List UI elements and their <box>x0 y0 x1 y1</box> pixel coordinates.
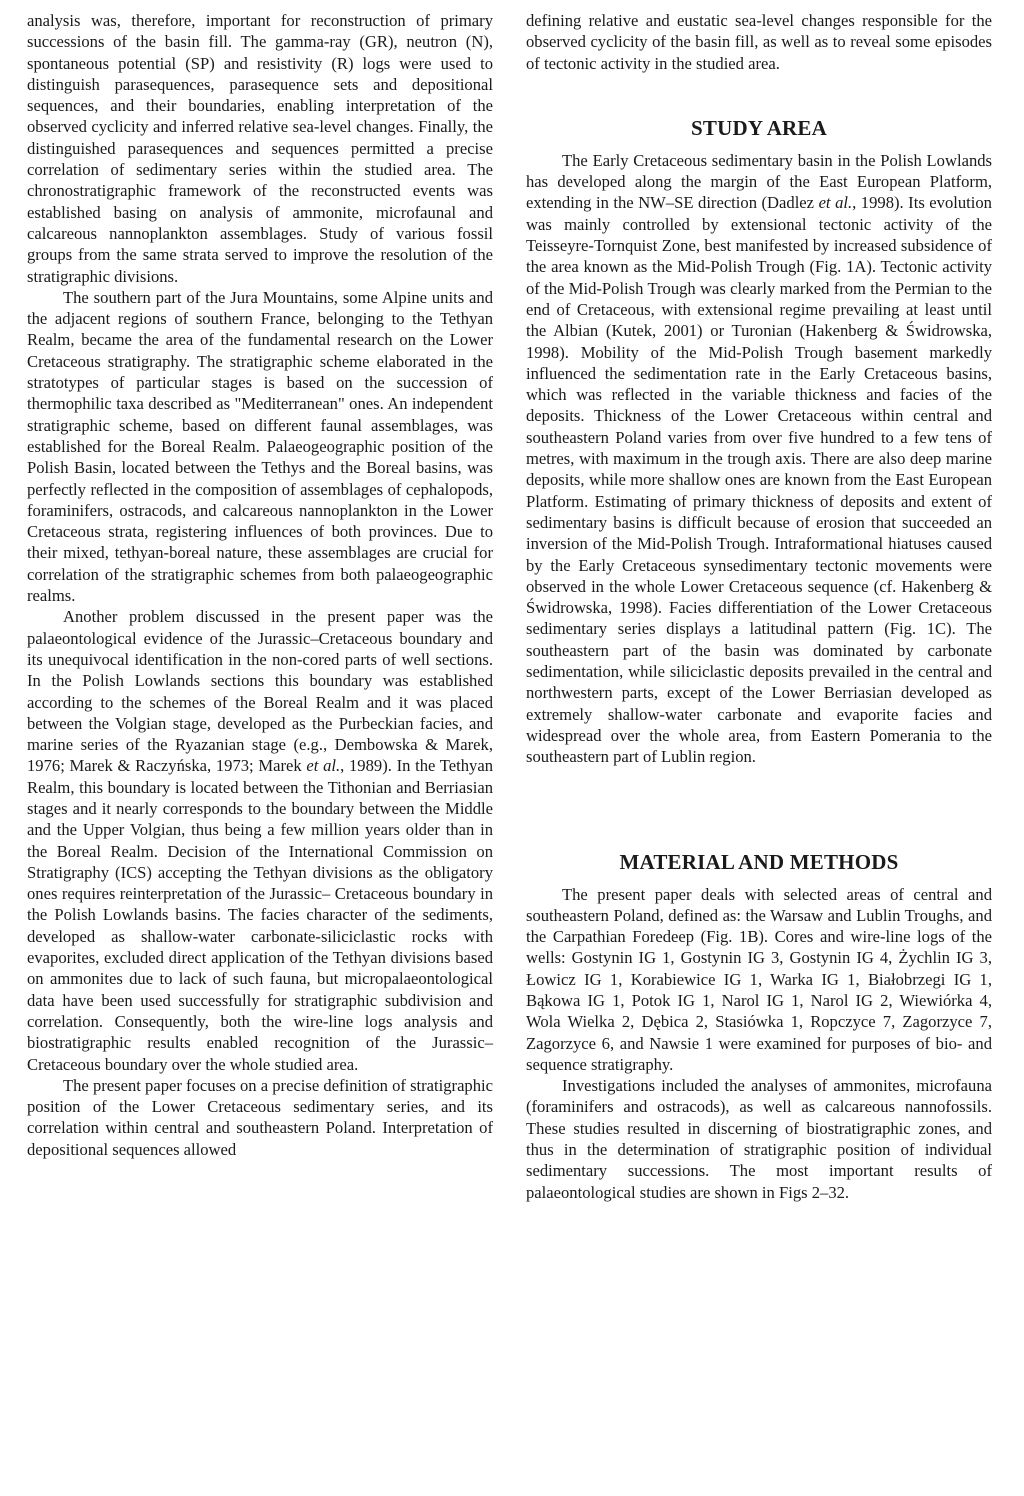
paragraph-text: , 1998). Its evolution was mainly controlled by extensional tectonic activity of the Teisseyre-Tornquist Zone, best manifested by increased subsidence of the area known as the Mid-Polish Trough (Fig. 1A). Tectonic activity of the Mid-Polish Trough was clearly marked from the Permian to the end of Cretaceous, with extensional regime prevailing at least until the Albian (Kutek, 2001) or Turonian (Hakenberg & Świdrowska, 1998). Mobility of the Mid-Polish Trough basement markedly influenced the sedimentation rate in the Early Cretaceous basins, which was reflected in the variable thickness and facies of the deposits. Thickness of the Lower Cretaceous within central and southeastern Poland varies from over five hundred to a few tens of metres, with maximum in the trough axis. There are also deep marine deposits, while more shallow ones are known from the East European Platform. Estimating of primary thickness of deposits and extent of sedimentary basins is difficult because of erosion that succeeded an inversion of the Mid-Polish Trough. Intraformational hiatuses caused by the Early Cretaceous synsedimentary tectonic movements were observed in the whole Lower Cretaceous sequence (cf. Hakenberg & Świdrowska, 1998). Facies differentiation of the Lower Cretaceous sedimentary series displays a latitudinal pattern (Fig. 1C). The southeastern part of the basin was dominated by carbonate sedimentation, while siliciclastic deposits prevailed in the central and northwestern parts, except of the Lower Berriasian developed as extremely shallow-water carbonate and evaporite facies and widespread over the whole area, from Eastern Pomerania to the southeastern part of Lublin region. <box>526 193 992 767</box>
et-al-italic: et al. <box>306 756 341 776</box>
paragraph-text: The Early Cretaceous sedimentary basin in the Polish Lowlands has developed along the margin of the East European Platform, extending in the NW–SE direction (Dadlez <box>526 150 992 213</box>
paragraph-text: , 1989). In the Tethyan Realm, this boundary is located between the Tithonian and Berriasian stages and it nearly corresponds to the boundary between the Middle and the Upper Volgian, thus being a few million years older than in the Boreal Realm. Decision of the International Commission on Stratigraphy (ICS) accepting the Tethyan divisions as the obligatory ones requires reinterpretation of the Jurassic– Cretaceous boundary in the Polish Lowlands basins. The facies character of the sediments, developed as shallow-water carbonate-siliciclastic rocks with evaporites, excluded direct application of the Tethyan divisions based on ammonites due to lack of such fauna, but micropalaeontological data have been used successfully for stratigraphic subdivision and correlation. Consequently, both the wire-line logs analysis and biostratigraphic results enabled recognition of the Jurassic–Cretaceous boundary over the whole studied area. <box>27 756 494 1074</box>
left-column <box>27 10 493 1160</box>
paragraph-text: Another problem discussed in the present paper was the palaeontological evidence of the Jurassic–Cretaceous boundary and its unequivocal identification in the non-cored parts of well sections. In the Polish Lowlands sections this boundary was established according to the schemes of the Boreal Realm and it was placed between the Volgian stage, developed as the Purbeckian facies, and marine series of the Ryazanian stage (e.g., Dembowska & Marek, 1976; Marek & Raczyńska, 1973; Marek <box>27 607 493 776</box>
paragraph-study-area <box>526 150 992 768</box>
paragraph-tethyan-realm: The southern part of the Jura Mountains, some Alpine units and the adjacent regions of southern France, belonging to the Tethyan Realm, became the area of the fundamental research on the Lower Cretaceous stratigraphy. The stratigraphic scheme elaborated in the stratotypes of particular stages is based on the succession of thermophilic taxa described as "Mediterranean" ones. An independent stratigraphic scheme, based on different faunal assemblages, was established for the Boreal Realm. Palaeogeographic position of the Polish Basin, located between the Tethys and the Boreal basins, was perfectly reflected in the composition of assemblages of cephalopods, foraminifers, ostracods, and calcareous nannoplankton in the Lower Cretaceous strata, registering influences of both provinces. Due to their mixed, tethyan-boreal nature, these assemblages are crucial for correlation of the stratigraphic schemes from both palaeogeographic realms. <box>27 287 493 606</box>
right-column <box>526 10 992 1203</box>
paragraph-sea-level: defining relative and eustatic sea-level changes responsible for the observed cyclicity of the basin fill, as well as to reveal some episodes of tectonic activity in the studied area. <box>526 11 992 73</box>
section-heading-study-area: STUDY AREA <box>691 115 827 140</box>
paragraph-investigations: Investigations included the analyses of ammonites, microfauna (foraminifers and ostracods), as well as calcareous nannofossils. These studies resulted in discerning of biostratigraphic zones, and thus in the determination of stratigraphic position of individual sedimentary successions. The most important results of palaeontological studies are shown in Figs 2–32. <box>526 1076 992 1202</box>
paragraph-log-analysis: analysis was, therefore, important for reconstruction of primary successions of the basin fill. The gamma-ray (GR), neutron (N), spontaneous potential (SP) and resistivity (R) logs were used to distinguish parasequences, parasequence sets and depositional sequences, and their boundaries, enabling interpretation of the observed cyclicity and inferred relative sea-level changes. Finally, the distinguished parasequences and sequences permitted a precise correlation of sedimentary series within the studied area. The chronostratigraphic framework of the reconstructed events was established basing on analysis of ammonite, microfaunal and calcareous nannoplankton assemblages. Study of various fossil groups from the same strata served to improve the resolution of the stratigraphic divisions. <box>27 11 493 286</box>
paragraph-jurassic-cretaceous-boundary <box>27 606 493 1075</box>
paragraph-present-paper: The present paper focuses on a precise definition of stratigraphic position of the Lower Cretaceous sedimentary series, and its correlation within central and southeastern Poland. Interpretation of depositional sequences allowed <box>27 1075 493 1159</box>
section-heading-material-methods: MATERIAL AND METHODS <box>619 849 899 874</box>
et-al-italic: et al. <box>818 193 853 213</box>
paragraph-wells: The present paper deals with selected areas of central and southeastern Poland, defined as: the Warsaw and Lublin Troughs, and the Carpathian Foredeep (Fig. 1B). Cores and wire-line logs of the wells: Gostynin IG 1, Gostynin IG 3, Gostynin IG 4, Żychlin IG 3, Łowicz IG 1, Korabiewice IG 1, Warka IG 1, Białobrzegi IG 1, Bąkowa IG 1, Potok IG 1, Narol IG 1, Narol IG 2, Wiewiórka 4, Wola Wielka 2, Dębica 2, Stasiówka 1, Ropczyce 7, Zagorzyce 7, Zagorzyce 6, and Nawsie 1 were examined for purposes of bio- and sequence stratigraphy. <box>526 884 992 1074</box>
